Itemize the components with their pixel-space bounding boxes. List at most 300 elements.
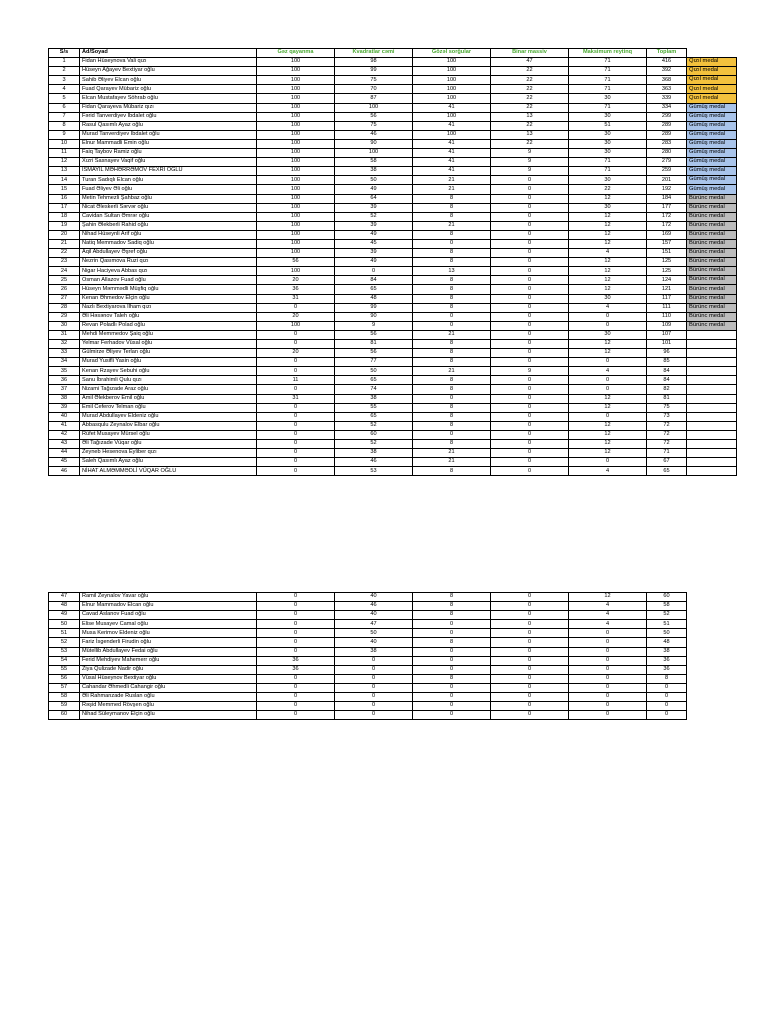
total-score: 280 [647, 149, 687, 158]
participant-name: Nicat Əleskerli Sərvər oğlu [80, 203, 257, 212]
total-score: 51 [647, 620, 687, 629]
task-score-5: 0 [569, 638, 647, 647]
task-score-3: 8 [413, 403, 491, 412]
task-score-2: 0 [335, 711, 413, 720]
task-score-1: 100 [257, 194, 335, 203]
task-score-2: 74 [335, 385, 413, 394]
participant-name: Fuad Əliyev Əli oğlu [80, 185, 257, 194]
task-score-2: 70 [335, 85, 413, 94]
medal-cell [687, 340, 737, 349]
task-score-1: 100 [257, 149, 335, 158]
row-number: 1 [49, 58, 80, 67]
table-row [49, 139, 737, 148]
medal-cell [687, 421, 737, 430]
task-score-3: 0 [413, 647, 491, 656]
task-score-5: 71 [569, 167, 647, 176]
participant-name: Nigar Haciyeva Abbas qızı [80, 267, 257, 276]
task-score-3: 0 [413, 702, 491, 711]
task-score-1: 100 [257, 112, 335, 121]
task-score-5: 12 [569, 449, 647, 458]
row-number: 45 [49, 458, 80, 467]
task-score-5: 4 [569, 602, 647, 611]
task-score-2: 100 [335, 149, 413, 158]
task-score-5: 4 [569, 620, 647, 629]
row-number: 14 [49, 176, 80, 185]
table-row [49, 638, 687, 647]
participant-name: Yelmar Ferhadov Vüsal oğlu [80, 340, 257, 349]
task-score-3: 8 [413, 674, 491, 683]
table-row [49, 94, 737, 103]
table-row [49, 358, 737, 367]
task-score-2: 56 [335, 349, 413, 358]
task-score-4: 0 [491, 467, 569, 476]
header-task-1: Gəz qayanma [257, 49, 335, 58]
total-score: 124 [647, 276, 687, 285]
task-score-4: 0 [491, 185, 569, 194]
participant-name: Cavad Aslanov Fuad oğlu [80, 611, 257, 620]
task-score-4: 0 [491, 239, 569, 248]
row-number: 38 [49, 394, 80, 403]
table-row [49, 212, 737, 221]
row-number: 47 [49, 593, 80, 602]
task-score-1: 0 [257, 403, 335, 412]
total-score: 85 [647, 358, 687, 367]
participant-name: Osman Allazov Fuad oğlu [80, 276, 257, 285]
task-score-2: 46 [335, 602, 413, 611]
participant-name: Emil Ceferov Telman oğlu [80, 403, 257, 412]
task-score-5: 30 [569, 176, 647, 185]
medal-cell: Gümüş medal [687, 112, 737, 121]
task-score-1: 100 [257, 230, 335, 239]
task-score-2: 46 [335, 130, 413, 139]
task-score-2: 0 [335, 656, 413, 665]
task-score-4: 0 [491, 638, 569, 647]
task-score-5: 12 [569, 276, 647, 285]
task-score-5: 0 [569, 665, 647, 674]
total-score: 201 [647, 176, 687, 185]
participant-name: Elise Musayev Camal oğlu [80, 620, 257, 629]
task-score-2: 0 [335, 665, 413, 674]
task-score-5: 71 [569, 76, 647, 85]
task-score-5: 71 [569, 158, 647, 167]
task-score-3: 41 [413, 167, 491, 176]
task-score-1: 0 [257, 674, 335, 683]
task-score-2: 56 [335, 330, 413, 339]
task-score-2: 50 [335, 367, 413, 376]
medal-cell [687, 358, 737, 367]
task-score-1: 0 [257, 693, 335, 702]
table-row [49, 376, 737, 385]
table-row [49, 403, 737, 412]
task-score-1: 0 [257, 458, 335, 467]
row-number: 13 [49, 167, 80, 176]
task-score-1: 100 [257, 76, 335, 85]
table-row [49, 385, 737, 394]
task-score-5: 0 [569, 629, 647, 638]
total-score: 65 [647, 467, 687, 476]
row-number: 31 [49, 330, 80, 339]
total-score: 121 [647, 285, 687, 294]
task-score-1: 0 [257, 683, 335, 692]
task-score-4: 0 [491, 593, 569, 602]
task-score-2: 50 [335, 176, 413, 185]
row-number: 16 [49, 194, 80, 203]
row-number: 21 [49, 239, 80, 248]
total-score: 96 [647, 349, 687, 358]
participant-name: Nihad Hüseynli Arif oğlu [80, 230, 257, 239]
total-score: 38 [647, 647, 687, 656]
table-row [49, 158, 737, 167]
medal-cell: Gümüş medal [687, 149, 737, 158]
header-task-4: Binar massiv [491, 49, 569, 58]
participant-name: Əli Rahmanzade Ruslan oğlu [80, 693, 257, 702]
participant-name: Sanu İbrahimli Qulu qızı [80, 376, 257, 385]
task-score-5: 12 [569, 230, 647, 239]
task-score-2: 45 [335, 239, 413, 248]
table-row [49, 449, 737, 458]
total-score: 109 [647, 321, 687, 330]
task-score-3: 0 [413, 629, 491, 638]
table-row [49, 285, 737, 294]
medal-cell [687, 367, 737, 376]
participant-name: Nazlı Bextiyarova İlham qızı [80, 303, 257, 312]
participant-name: Kenan Əhmedov Elçin oğlu [80, 294, 257, 303]
task-score-5: 30 [569, 139, 647, 148]
total-score: 416 [647, 58, 687, 67]
task-score-4: 0 [491, 620, 569, 629]
task-score-3: 0 [413, 665, 491, 674]
participant-name: Sahib Əliyev Elcan oğlu [80, 76, 257, 85]
total-score: 50 [647, 629, 687, 638]
medal-cell [687, 458, 737, 467]
task-score-3: 0 [413, 312, 491, 321]
task-score-4: 47 [491, 58, 569, 67]
table-row [49, 394, 737, 403]
task-score-5: 0 [569, 674, 647, 683]
task-score-4: 0 [491, 349, 569, 358]
table-row [49, 167, 737, 176]
task-score-1: 100 [257, 130, 335, 139]
task-score-3: 41 [413, 139, 491, 148]
task-score-2: 84 [335, 276, 413, 285]
total-score: 0 [647, 693, 687, 702]
total-score: 392 [647, 67, 687, 76]
total-score: 299 [647, 112, 687, 121]
task-score-3: 21 [413, 367, 491, 376]
task-score-1: 0 [257, 385, 335, 394]
row-number: 52 [49, 638, 80, 647]
task-score-2: 40 [335, 611, 413, 620]
task-score-5: 4 [569, 467, 647, 476]
medal-cell: Gümüş medal [687, 130, 737, 139]
table-row [49, 176, 737, 185]
participant-name: Rüfet Musayev Mürsel oğlu [80, 430, 257, 439]
task-score-2: 64 [335, 194, 413, 203]
task-score-3: 0 [413, 711, 491, 720]
task-score-1: 20 [257, 276, 335, 285]
table-row [49, 629, 687, 638]
table-row [49, 294, 737, 303]
total-score: 151 [647, 249, 687, 258]
task-score-2: 52 [335, 421, 413, 430]
medal-cell: Bürünc medal [687, 212, 737, 221]
total-score: 125 [647, 258, 687, 267]
task-score-1: 0 [257, 647, 335, 656]
task-score-5: 12 [569, 440, 647, 449]
medal-cell [687, 376, 737, 385]
task-score-1: 0 [257, 702, 335, 711]
total-score: 172 [647, 221, 687, 230]
task-score-3: 8 [413, 602, 491, 611]
medal-cell: Gümüş medal [687, 185, 737, 194]
task-score-5: 0 [569, 711, 647, 720]
task-score-2: 50 [335, 629, 413, 638]
total-score: 289 [647, 130, 687, 139]
task-score-1: 36 [257, 656, 335, 665]
table-row [49, 620, 687, 629]
row-number: 48 [49, 602, 80, 611]
participant-name: Rəşid Memmed Rövşen oğlu [80, 702, 257, 711]
total-score: 72 [647, 440, 687, 449]
row-number: 60 [49, 711, 80, 720]
task-score-1: 36 [257, 665, 335, 674]
task-score-1: 0 [257, 711, 335, 720]
participant-name: Murad Yusifli Yasin oğlu [80, 358, 257, 367]
table-row [49, 276, 737, 285]
task-score-2: 38 [335, 167, 413, 176]
header-no: S/s [49, 49, 80, 58]
task-score-5: 12 [569, 394, 647, 403]
table-row [49, 430, 737, 439]
participant-name: Hüseyn Ağayev Bextiyar oğlu [80, 67, 257, 76]
task-score-2: 49 [335, 185, 413, 194]
task-score-2: 60 [335, 430, 413, 439]
table-row [49, 367, 737, 376]
participant-name: Nizami Tağızade Araz oğlu [80, 385, 257, 394]
task-score-4: 0 [491, 458, 569, 467]
task-score-1: 100 [257, 67, 335, 76]
participant-name: Ramil Zeynalov Yavar oğlu [80, 593, 257, 602]
task-score-5: 12 [569, 285, 647, 294]
row-number: 4 [49, 85, 80, 94]
row-number: 15 [49, 185, 80, 194]
task-score-4: 0 [491, 611, 569, 620]
task-score-2: 0 [335, 267, 413, 276]
total-score: 67 [647, 458, 687, 467]
task-score-5: 0 [569, 702, 647, 711]
task-score-5: 0 [569, 412, 647, 421]
medal-cell: Bürünc medal [687, 267, 737, 276]
task-score-3: 13 [413, 267, 491, 276]
task-score-3: 8 [413, 467, 491, 476]
row-number: 12 [49, 158, 80, 167]
task-score-2: 98 [335, 58, 413, 67]
task-score-5: 12 [569, 212, 647, 221]
participant-name: Elcan Mustafayev Söhrab oğlu [80, 94, 257, 103]
task-score-1: 36 [257, 285, 335, 294]
task-score-5: 0 [569, 647, 647, 656]
participant-name: Musa Kerimov Eldeniz oğlu [80, 629, 257, 638]
task-score-3: 21 [413, 458, 491, 467]
table-row [49, 194, 737, 203]
task-score-1: 0 [257, 412, 335, 421]
task-score-3: 8 [413, 194, 491, 203]
task-score-4: 0 [491, 230, 569, 239]
row-number: 34 [49, 358, 80, 367]
task-score-4: 0 [491, 358, 569, 367]
task-score-1: 100 [257, 267, 335, 276]
row-number: 6 [49, 103, 80, 112]
medal-cell: Gümüş medal [687, 158, 737, 167]
task-score-3: 8 [413, 638, 491, 647]
table-row [49, 149, 737, 158]
total-score: 111 [647, 303, 687, 312]
medal-cell: Bürünc medal [687, 258, 737, 267]
task-score-4: 0 [491, 674, 569, 683]
row-number: 2 [49, 67, 80, 76]
total-score: 184 [647, 194, 687, 203]
results-table-page-2 [48, 592, 687, 720]
medal-cell: Bürünc medal [687, 312, 737, 321]
task-score-5: 30 [569, 294, 647, 303]
task-score-3: 8 [413, 340, 491, 349]
task-score-5: 12 [569, 403, 647, 412]
task-score-5: 0 [569, 683, 647, 692]
task-score-1: 100 [257, 158, 335, 167]
task-score-3: 100 [413, 85, 491, 94]
total-score: 279 [647, 158, 687, 167]
task-score-2: 53 [335, 467, 413, 476]
task-score-5: 30 [569, 203, 647, 212]
header-row [49, 49, 737, 58]
task-score-5: 71 [569, 85, 647, 94]
medal-cell: Qızıl medal [687, 67, 737, 76]
row-number: 44 [49, 449, 80, 458]
header-task-2: Kvadratlar cəmi [335, 49, 413, 58]
medal-cell: Gümüş medal [687, 103, 737, 112]
participant-name: Natiq Memmadov Sadiq oğlu [80, 239, 257, 248]
task-score-2: 0 [335, 674, 413, 683]
participant-name: Əli Tağızade Vüqar oğlu [80, 440, 257, 449]
row-number: 46 [49, 467, 80, 476]
participant-name: Cahandar Əhmedli Cahangir oğlu [80, 683, 257, 692]
task-score-5: 12 [569, 340, 647, 349]
task-score-2: 65 [335, 285, 413, 294]
participant-name: Murad Abdullayev Eldeniz oğlu [80, 412, 257, 421]
participant-name: Abbasqulu Zeynalov Elbar oğlu [80, 421, 257, 430]
total-score: 289 [647, 121, 687, 130]
task-score-5: 0 [569, 358, 647, 367]
task-score-4: 0 [491, 430, 569, 439]
table-row [49, 312, 737, 321]
task-score-1: 100 [257, 103, 335, 112]
participant-name: Fidan Qarayeva Mübariz qızı [80, 103, 257, 112]
task-score-1: 0 [257, 367, 335, 376]
task-score-5: 30 [569, 149, 647, 158]
medal-cell [687, 330, 737, 339]
task-score-1: 0 [257, 611, 335, 620]
task-score-4: 13 [491, 112, 569, 121]
task-score-3: 0 [413, 656, 491, 665]
table-row [49, 349, 737, 358]
medal-cell [687, 467, 737, 476]
row-number: 35 [49, 367, 80, 376]
task-score-5: 71 [569, 103, 647, 112]
task-score-3: 100 [413, 94, 491, 103]
table-row [49, 230, 737, 239]
participant-name: Fidan Hüseynova Vali qızı [80, 58, 257, 67]
task-score-2: 38 [335, 449, 413, 458]
task-score-4: 0 [491, 449, 569, 458]
medal-cell: Qızıl medal [687, 76, 737, 85]
task-score-5: 4 [569, 367, 647, 376]
task-score-1: 31 [257, 394, 335, 403]
task-score-5: 12 [569, 267, 647, 276]
total-score: 72 [647, 430, 687, 439]
task-score-2: 52 [335, 212, 413, 221]
task-score-5: 12 [569, 258, 647, 267]
task-score-1: 100 [257, 94, 335, 103]
task-score-2: 56 [335, 112, 413, 121]
table-row [49, 221, 737, 230]
participant-name: Amil Əlekberov Emil oğlu [80, 394, 257, 403]
task-score-4: 0 [491, 176, 569, 185]
task-score-2: 39 [335, 249, 413, 258]
medal-cell [687, 430, 737, 439]
table-row [49, 249, 737, 258]
table-row [49, 58, 737, 67]
task-score-3: 8 [413, 285, 491, 294]
header-medal-spacer [687, 49, 737, 58]
medal-cell: Bürünc medal [687, 321, 737, 330]
task-score-1: 0 [257, 629, 335, 638]
total-score: 101 [647, 340, 687, 349]
row-number: 33 [49, 349, 80, 358]
task-score-3: 8 [413, 385, 491, 394]
task-score-2: 99 [335, 303, 413, 312]
total-score: 8 [647, 674, 687, 683]
participant-name: Faiq Taybov Ramiz oğlu [80, 149, 257, 158]
participant-name: Nihad Süleymanov Elçin oğlu [80, 711, 257, 720]
total-score: 363 [647, 85, 687, 94]
total-score: 82 [647, 385, 687, 394]
total-score: 192 [647, 185, 687, 194]
row-number: 5 [49, 94, 80, 103]
participant-name: Nezrin Qasımova Ruzi qızı [80, 258, 257, 267]
medal-cell: Bürünc medal [687, 294, 737, 303]
row-number: 27 [49, 294, 80, 303]
task-score-3: 8 [413, 376, 491, 385]
row-number: 57 [49, 683, 80, 692]
medal-cell: Bürünc medal [687, 221, 737, 230]
participant-name: İSMAYIL MƏHƏRRƏMOV FEXRİ OĞLU [80, 167, 257, 176]
row-number: 26 [49, 285, 80, 294]
task-score-3: 8 [413, 440, 491, 449]
task-score-4: 0 [491, 212, 569, 221]
task-score-3: 100 [413, 58, 491, 67]
total-score: 36 [647, 656, 687, 665]
task-score-1: 100 [257, 139, 335, 148]
task-score-2: 48 [335, 294, 413, 303]
task-score-2: 58 [335, 158, 413, 167]
participant-name: Turan Sadıqlı Elcan oğlu [80, 176, 257, 185]
row-number: 28 [49, 303, 80, 312]
task-score-4: 9 [491, 158, 569, 167]
table-row [49, 665, 687, 674]
total-score: 0 [647, 711, 687, 720]
total-score: 110 [647, 312, 687, 321]
row-number: 56 [49, 674, 80, 683]
